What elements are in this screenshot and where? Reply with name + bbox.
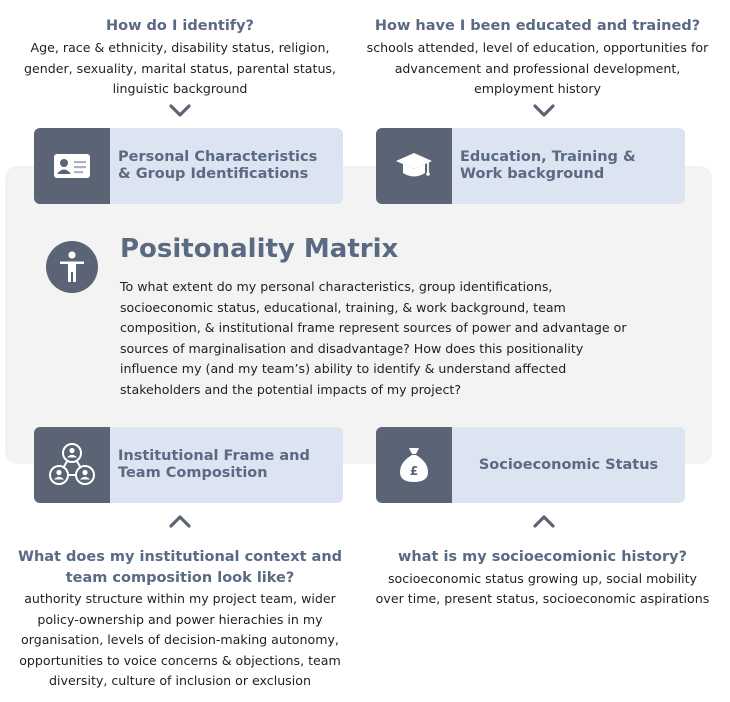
education-question: How have I been educated and trained? <box>374 18 701 34</box>
svg-text:£: £ <box>409 464 419 478</box>
education-card <box>376 128 685 204</box>
graduation-cap-icon <box>376 128 452 204</box>
education-description: schools attended, level of education, opportunities for advancement and professional development, employment history <box>366 40 709 96</box>
matrix-title: Positonality Matrix <box>120 234 399 264</box>
institutional-label-line2: Team Composition <box>118 465 268 481</box>
chevron-up-icon <box>168 513 192 529</box>
education-label <box>452 128 685 204</box>
socioeconomic-card <box>376 427 685 503</box>
personal-label-line2: & Group Identifications <box>118 166 309 182</box>
education-label-line2: Work background <box>460 166 605 182</box>
personal-label-line1: Personal Characteristics <box>118 149 318 165</box>
institutional-question-line1: What does my institutional context and <box>17 549 343 565</box>
institutional-label-line1: Institutional Frame and <box>118 448 310 464</box>
team-network-icon <box>34 427 110 503</box>
socioeconomic-question: what is my socioecomionic history? <box>397 549 688 565</box>
person-icon <box>46 241 98 293</box>
chevron-down-icon <box>168 103 192 119</box>
education-label-line1: Education, Training & <box>460 149 636 165</box>
institutional-frame-label <box>110 427 343 503</box>
institutional-frame-card <box>34 427 343 503</box>
institutional-question <box>5 547 355 588</box>
institutional-question-block <box>5 547 355 692</box>
money-bag-icon <box>376 427 452 503</box>
socioeconomic-label: Socioeconomic Status <box>452 427 685 503</box>
institutional-description: authority structure within my project team, wider policy-ownership and power hierachies in my organisation, levels of decision-making autonomy, opportunities to voice concerns & objections, team diversity, culture of inclusion or exclusion <box>19 591 341 688</box>
socioeconomic-description: socioeconomic status growing up, social mobility over time, present status, socioeconomic aspirations <box>375 570 710 606</box>
identity-question: How do I identify? <box>106 18 254 34</box>
socioeconomic-question-block <box>375 547 710 610</box>
personal-characteristics-card <box>34 128 343 204</box>
identity-description: Age, race & ethnicity, disability status, religion, gender, sexuality, marital status, parental status, linguistic background <box>23 40 336 96</box>
institutional-question-line2: team composition look like? <box>65 569 295 586</box>
personal-characteristics-label <box>110 128 343 204</box>
chevron-up-icon <box>532 513 556 529</box>
id-card-icon <box>34 128 110 204</box>
matrix-description: To what extent do my personal characteristics, group identifications, socioeconomic status, educational, training, & work background, team composition, & institutional frame represent sources of power and advantage or sources of marginalisation and disadvantage? How does this positionality influence my (and my team’s) ability to identify & understand affected stakeholders and the potential impacts of my project? <box>120 279 627 397</box>
identity-question-block <box>10 17 350 100</box>
education-question-block <box>365 17 710 100</box>
chevron-down-icon <box>532 103 556 119</box>
